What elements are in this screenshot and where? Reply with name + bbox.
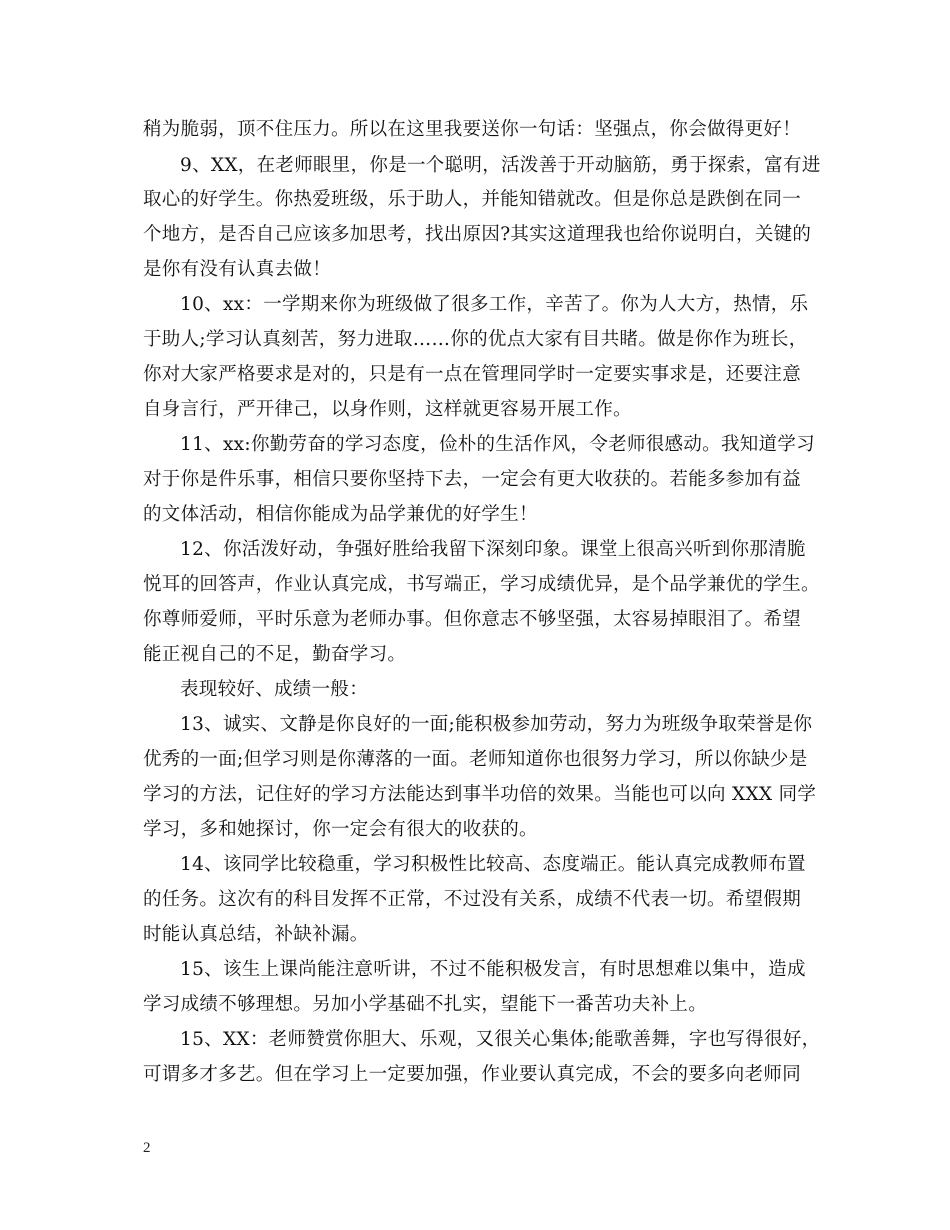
- text-line: 9、XX，在老师眼里，你是一个聪明，活泼善于开动脑筋，勇于探索，富有进: [180, 155, 821, 176]
- text-line: 学习的方法，记住好的学习方法能达到事半功倍的效果。当能也可以向 XXX 同学: [143, 784, 817, 805]
- text-line: 你对大家严格要求是对的，只是有一点在管理同学时一定要实事求是，还要注意: [143, 364, 802, 385]
- text-line: 12、你活泼好动，争强好胜给我留下深刻印象。课堂上很高兴听到你那清脆: [180, 539, 806, 560]
- text-line: 13、诚实、文静是你良好的一面;能积极参加劳动，努力为班级争取荣誉是你: [180, 714, 813, 735]
- text-line: 15、该生上课尚能注意听讲，不过不能积极发言，有时思想难以集中，造成: [180, 959, 806, 980]
- text-line: 14、该同学比较稳重，学习积极性比较高、态度端正。能认真完成教师布置: [180, 854, 806, 875]
- text-line: 能正视自己的不足，勤奋学习。: [143, 644, 407, 665]
- text-line: 学习成绩不够理想。另加小学基础不扎实，望能下一番苦功夫补上。: [143, 994, 708, 1015]
- text-line: 可谓多才多艺。但在学习上一定要加强，作业要认真完成，不会的要多向老师同: [143, 1064, 802, 1085]
- text-line: 是你有没有认真去做！: [143, 259, 332, 280]
- text-line: 取心的好学生。你热爱班级，乐于助人，并能知错就改。但是你总是跌倒在同一: [143, 189, 802, 210]
- text-line: 对于你是件乐事，相信只要你坚持下去，一定会有更大收获的。若能多参加有益: [143, 469, 802, 490]
- text-line: 15、XX：老师赞赏你胆大、乐观，又很关心集体;能歌善舞，字也写得很好，: [180, 1029, 821, 1050]
- text-line: 稍为脆弱，顶不住压力。所以在这里我要送你一句话：坚强点，你会做得更好！: [143, 119, 802, 140]
- text-line: 的任务。这次有的科目发挥不正常，不过没有关系，成绩不代表一切。希望假期: [143, 889, 802, 910]
- text-line: 悦耳的回答声，作业认真完成，书写端正，学习成绩优异，是个品学兼优的学生。: [143, 574, 820, 595]
- text-line: 自身言行，严开律己，以身作则，这样就更容易开展工作。: [143, 399, 632, 420]
- text-line: 学习，多和她探讨，你一定会有很大的收获的。: [143, 819, 538, 840]
- text-line: 个地方，是否自己应该多加思考，找出原因?其实这道理我也给你说明白，关键的: [143, 224, 812, 245]
- text-line: 优秀的一面;但学习则是你薄落的一面。老师知道你也很努力学习，所以你缺少是: [143, 749, 808, 770]
- text-line: 11、xx:你勤劳奋的学习态度，俭朴的生活作风，令老师很感动。我知道学习: [180, 434, 815, 455]
- section-heading: 表现较好、成绩一般：: [180, 679, 369, 700]
- text-line: 你尊师爱师，平时乐意为老师办事。但你意志不够坚强，太容易掉眼泪了。希望: [143, 609, 802, 630]
- page-number: 2: [143, 1140, 151, 1156]
- text-line: 的文体活动，相信你能成为品学兼优的好学生！: [143, 504, 538, 525]
- text-line: 于助人;学习认真刻苦，努力进取……你的优点大家有目共睹。做是你作为班长，: [143, 329, 808, 350]
- text-line: 10、xx：一学期来你为班级做了很多工作，辛苦了。你为人大方，热情，乐: [180, 294, 809, 315]
- text-line: 时能认真总结，补缺补漏。: [143, 924, 369, 945]
